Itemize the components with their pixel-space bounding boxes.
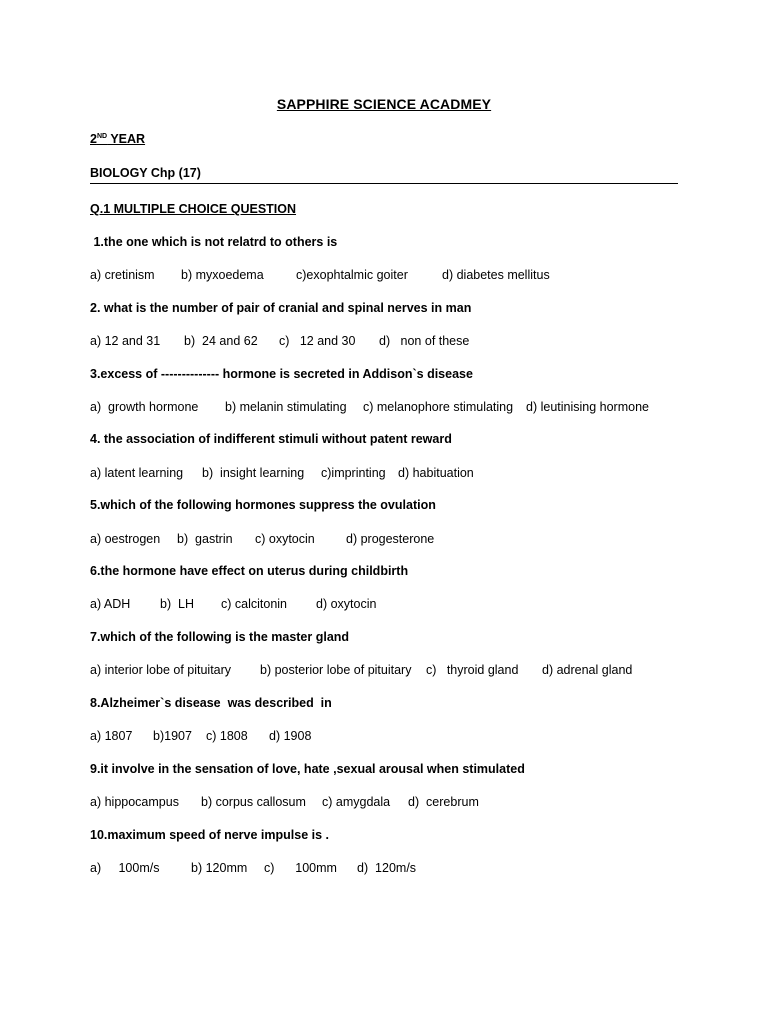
option-b: b) 24 and 62: [184, 334, 258, 348]
option-a: a) interior lobe of pituitary: [90, 663, 232, 677]
option-d: d) 120m/s: [357, 861, 417, 875]
option-a: a) 100m/s: [90, 861, 160, 875]
option-b: b) myxoedema: [181, 268, 264, 282]
option-d: d) 1908: [269, 729, 312, 743]
question-10-options: [90, 861, 416, 875]
option-b: b) melanin stimulating: [225, 400, 347, 414]
option-d: d) adrenal gland: [542, 663, 633, 677]
year-text: YEAR: [107, 132, 146, 146]
option-a: a) cretinism: [90, 268, 155, 282]
option-b: b) posterior lobe of pituitary: [260, 663, 412, 677]
option-c: c)imprinting: [321, 466, 386, 480]
year-label: [90, 132, 145, 146]
question-4-text: 4. the association of indifferent stimuli without patent reward: [90, 432, 452, 446]
question-7-options: [90, 663, 632, 677]
option-c: c)exophtalmic goiter: [296, 268, 408, 282]
question-8-options: [90, 729, 311, 743]
option-d: d) oxytocin: [316, 597, 377, 611]
option-c: c) thyroid gland: [426, 663, 519, 677]
option-b: b) LH: [160, 597, 195, 611]
option-d: d) non of these: [379, 334, 470, 348]
question-9-options: [90, 795, 479, 809]
option-b: b) corpus callosum: [201, 795, 306, 809]
year-superscript: ND: [96, 132, 108, 140]
question-10-text: 10.maximum speed of nerve impulse is .: [90, 828, 329, 842]
question-1-options: [90, 268, 550, 282]
year-number: 2: [90, 132, 97, 146]
question-8-text: 8.Alzheimer`s disease was described in: [90, 696, 332, 710]
option-a: a) growth hormone: [90, 400, 199, 414]
question-5-options: [90, 532, 434, 546]
question-1-text: 1.the one which is not relatrd to others is: [90, 235, 338, 249]
question-9-text: 9.it involve in the sensation of love, hate ,sexual arousal when stimulated: [90, 762, 525, 776]
question-6-options: [90, 597, 376, 611]
option-c: c) 100mm: [264, 861, 337, 875]
option-a: a) latent learning: [90, 466, 184, 480]
academy-title: SAPPHIRE SCIENCE ACADMEY: [276, 96, 492, 112]
subject-label: BIOLOGY Chp (17): [90, 166, 201, 180]
option-b: b) 120mm: [191, 861, 248, 875]
question-5-text: 5.which of the following hormones suppress the ovulation: [90, 498, 436, 512]
question-3-text: 3.excess of -------------- hormone is secreted in Addison`s disease: [90, 367, 473, 381]
option-c: c) 1808: [206, 729, 248, 743]
option-c: c) calcitonin: [221, 597, 287, 611]
option-c: c) 12 and 30: [279, 334, 356, 348]
option-c: c) amygdala: [322, 795, 391, 809]
option-b: b) insight learning: [202, 466, 305, 480]
divider-line: [90, 183, 678, 184]
question-2-text: 2. what is the number of pair of cranial and spinal nerves in man: [90, 301, 472, 315]
option-d: d) habituation: [398, 466, 474, 480]
option-a: a) 12 and 31: [90, 334, 161, 348]
option-d: d) leutinising hormone: [526, 400, 649, 414]
question-7-text: 7.which of the following is the master gland: [90, 630, 350, 644]
question-3-options: [90, 400, 649, 414]
option-a: a) ADH: [90, 597, 131, 611]
option-a: a) hippocampus: [90, 795, 179, 809]
option-b: b) gastrin: [177, 532, 233, 546]
question-6-text: 6.the hormone have effect on uterus during childbirth: [90, 564, 409, 578]
section-heading: Q.1 MULTIPLE CHOICE QUESTION: [90, 202, 297, 216]
option-c: c) oxytocin: [255, 532, 315, 546]
question-4-options: [90, 466, 474, 480]
option-d: d) progesterone: [346, 532, 435, 546]
option-c: c) melanophore stimulating: [363, 400, 514, 414]
option-d: d) diabetes mellitus: [442, 268, 550, 282]
question-2-options: [90, 334, 469, 348]
option-b: b)1907: [153, 729, 192, 743]
option-d: d) cerebrum: [408, 795, 479, 809]
option-a: a) 1807: [90, 729, 133, 743]
option-a: a) oestrogen: [90, 532, 161, 546]
